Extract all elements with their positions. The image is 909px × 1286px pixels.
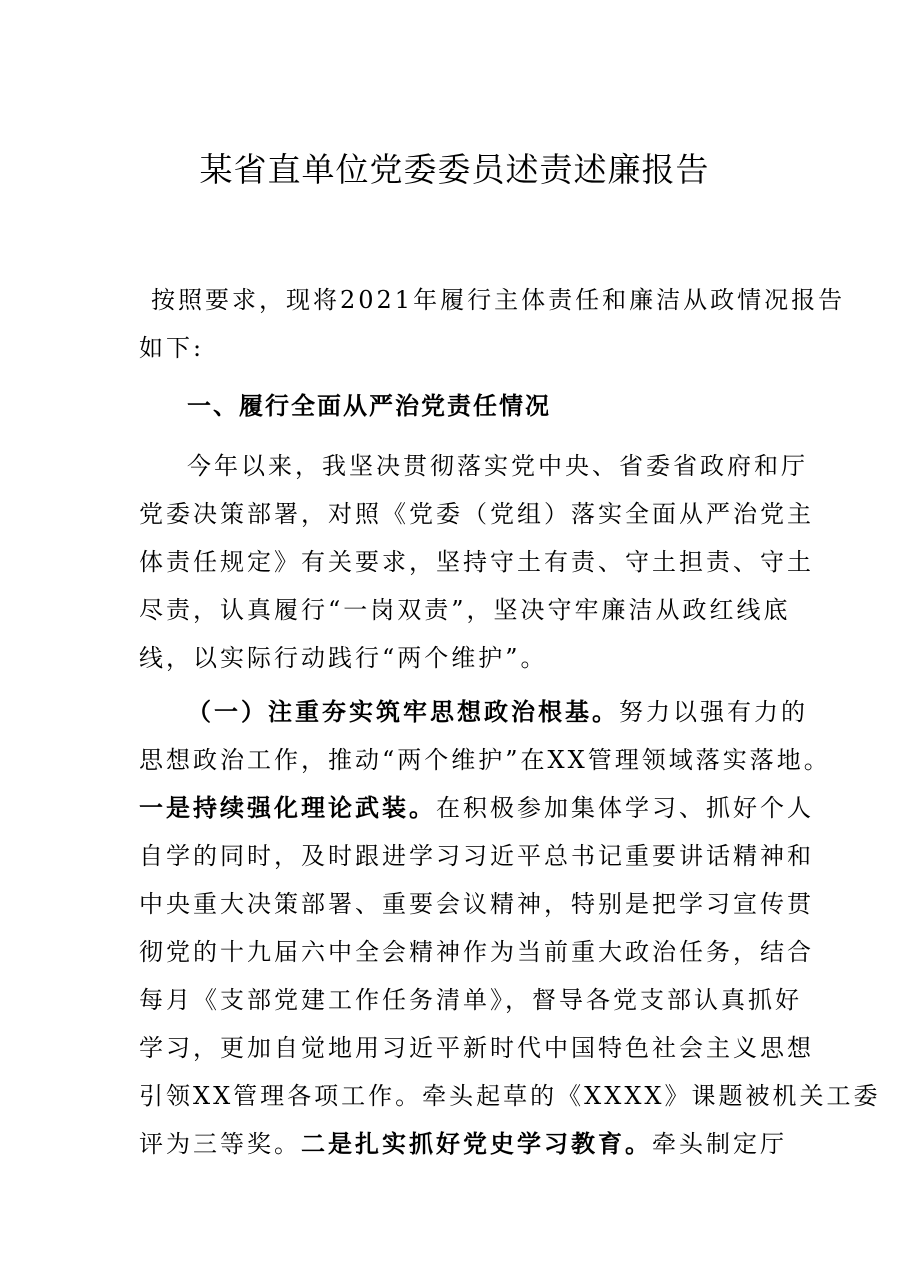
intro-line: 如下:	[139, 334, 205, 362]
paragraph-line: 彻党的十九届六中全会精神作为当前重大政治任务，结合	[139, 938, 814, 966]
intro-paragraph	[139, 276, 846, 372]
paragraph-text: 在积极参加集体学习、抓好个人	[436, 794, 814, 822]
paragraph-overview	[139, 442, 814, 682]
paragraph-line: 引领XX管理各项工作。牵头起草的《XXXX》课题被机关工委	[139, 1082, 881, 1110]
paragraph-line: 自学的同时，及时跟进学习习近平总书记重要讲话精神和	[139, 842, 814, 870]
point-heading: 二是扎实抓好党史学习教育。	[301, 1130, 652, 1158]
paragraph-line: 党委决策部署，对照《党委（党组）落实全面从严治党主	[139, 500, 814, 528]
subheading-text: （一）注重夯实筑牢思想政治根基。	[187, 698, 619, 726]
paragraph-text: 牵头制定厅	[652, 1130, 787, 1158]
intro-line: 按照要求，现将2021年履行主体责任和廉洁从政情况报告	[151, 286, 846, 314]
point-heading: 一是持续强化理论武装。	[139, 794, 436, 822]
paragraph-line	[139, 688, 808, 736]
document-title: 某省直单位党委委员述责述廉报告	[199, 150, 710, 189]
paragraph-line: 体责任规定》有关要求，坚持守土有责、守土担责、守土	[139, 548, 814, 576]
paragraph-line	[139, 784, 814, 832]
paragraph-ideology	[139, 688, 881, 1168]
paragraph-line: 思想政治工作，推动“两个维护”在XX管理领域落实落地。	[139, 746, 831, 774]
paragraph-text: 评为三等奖。	[139, 1130, 301, 1158]
paragraph-line: 尽责，认真履行“一岗双责”，坚决守牢廉洁从政红线底	[139, 596, 791, 624]
paragraph-text: 努力以强有力的	[619, 698, 808, 726]
paragraph-line: 学习，更加自觉地用习近平新时代中国特色社会主义思想	[139, 1034, 814, 1062]
section-heading: 一、履行全面从严治党责任情况	[187, 392, 551, 420]
paragraph-line: 线，以实际行动践行“两个维护”。	[139, 644, 548, 672]
paragraph-line: 每月《支部党建工作任务清单》，督导各党支部认真抓好	[139, 986, 802, 1014]
paragraph-line: 中央重大决策部署、重要会议精神，特别是把学习宣传贯	[139, 890, 814, 918]
paragraph-line: 今年以来，我坚决贯彻落实党中央、省委省政府和厅	[187, 452, 808, 480]
paragraph-line	[139, 1120, 787, 1168]
